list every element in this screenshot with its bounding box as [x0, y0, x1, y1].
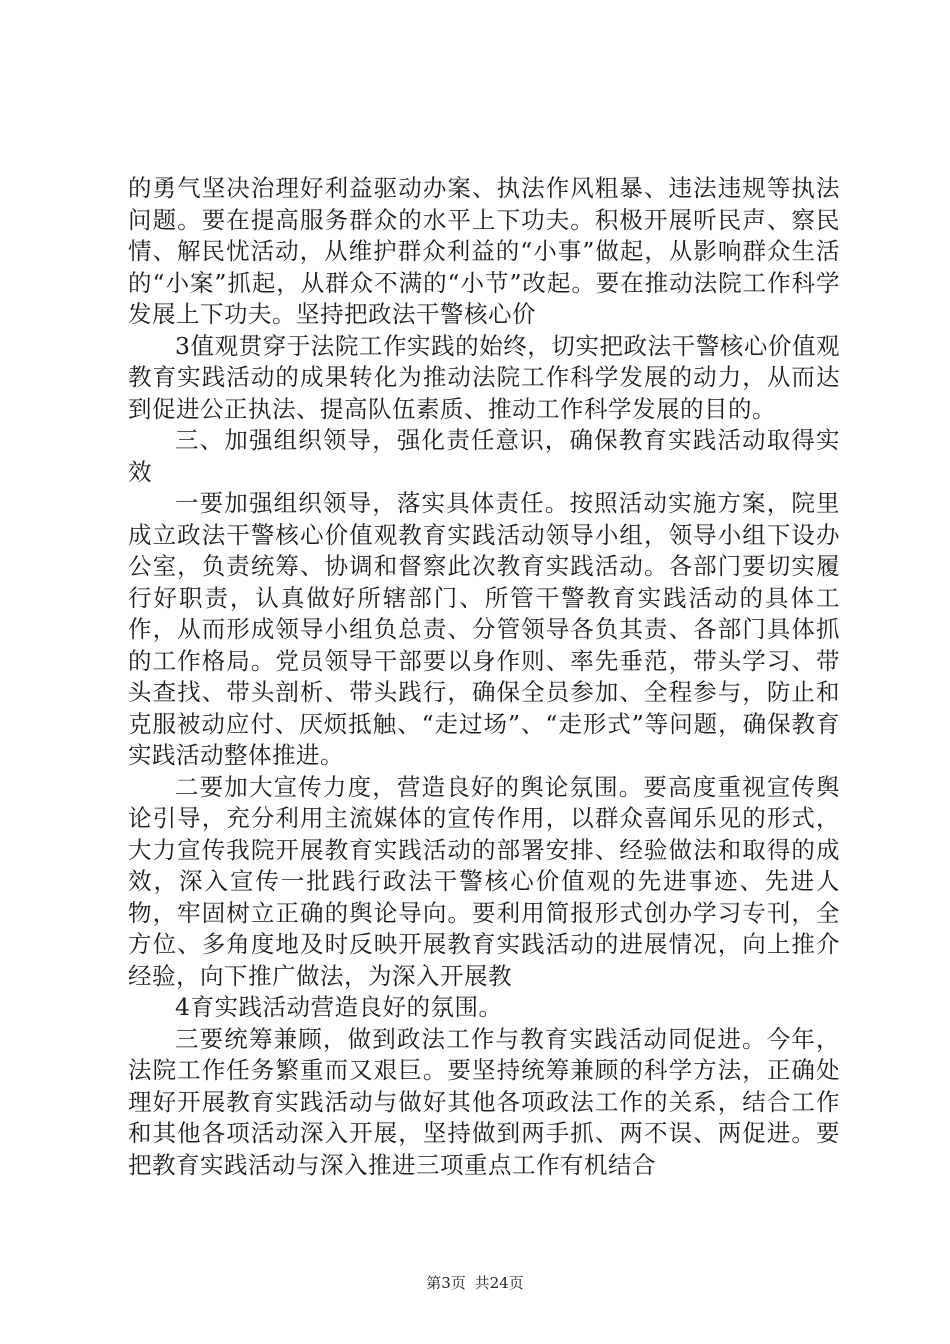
page-number: 第3页 [426, 1274, 466, 1292]
paragraph-4: 一要加强组织领导，落实具体责任。按照活动实施方案，院里成立政法干警核心价值观教育实践活动领导小组，领导小组下设办公室，负责统筹、协调和督察此次教育实践活动。各部门要切实履行好职责，认真做好所辖部门、所管干警教育实践活动的具体工作，从而形成领导小组负总责、分管领导各负其责、各部门具体抓的工作格局。党员领导干部要以身作则、率先垂范，带头学习、带头查找、带头剖析、带头践行，确保全员参加、全程参与，防止和克服被动应付、厌烦抵触、“走过场”、“走形式”等问题，确保教育实践活动整体推进。 [128, 489, 840, 769]
document-body [128, 173, 840, 1181]
page-footer [0, 1273, 950, 1293]
paragraph-2: 3值观贯穿于法院工作实践的始终，切实把政法干警核心价值观教育实践活动的成果转化为推动法院工作科学发展的动力，从而达到促进公正执法、提高队伍素质、推动工作科学发展的目的。 [128, 331, 840, 423]
page-total: 共24页 [474, 1274, 524, 1292]
paragraph-5: 二要加大宣传力度，营造良好的舆论氛围。要高度重视宣传舆论引导，充分利用主流媒体的宣传作用，以群众喜闻乐见的形式，大力宣传我院开展教育实践活动的部署安排、经验做法和取得的成效，深入宣传一批践行政法干警核心价值观的先进事迹、先进人物，牢固树立正确的舆论导向。要利用简报形式创办学习专刊，全方位、多角度地及时反映开展教育实践活动的进展情况，向上推介经验，向下推广做法，为深入开展教 [128, 772, 840, 990]
paragraph-7: 三要统筹兼顾，做到政法工作与教育实践活动同促进。今年，法院工作任务繁重而又艰巨。要坚持统筹兼顾的科学方法，正确处理好开展教育实践活动与做好其他各项政法工作的关系，结合工作和其他各项活动深入开展，坚持做到两手抓、两不误、两促进。要把教育实践活动与深入推进三项重点工作有机结合 [128, 1024, 840, 1179]
paragraph-6: 4育实践活动营造良好的氛围。 [175, 993, 503, 1021]
paragraph-1: 的勇气坚决治理好利益驱动办案、执法作风粗暴、违法违规等执法问题。要在提高服务群众的水平上下功夫。积极开展听民声、察民情、解民忧活动，从维护群众利益的“小事”做起，从影响群众生活的“小案”抓起，从群众不满的“小节”改起。要在推动法院工作科学发展上下功夫。坚持把政法干警核心价 [128, 174, 840, 328]
section-heading: 三、加强组织领导，强化责任意识，确保教育实践活动取得实效 [128, 426, 840, 486]
